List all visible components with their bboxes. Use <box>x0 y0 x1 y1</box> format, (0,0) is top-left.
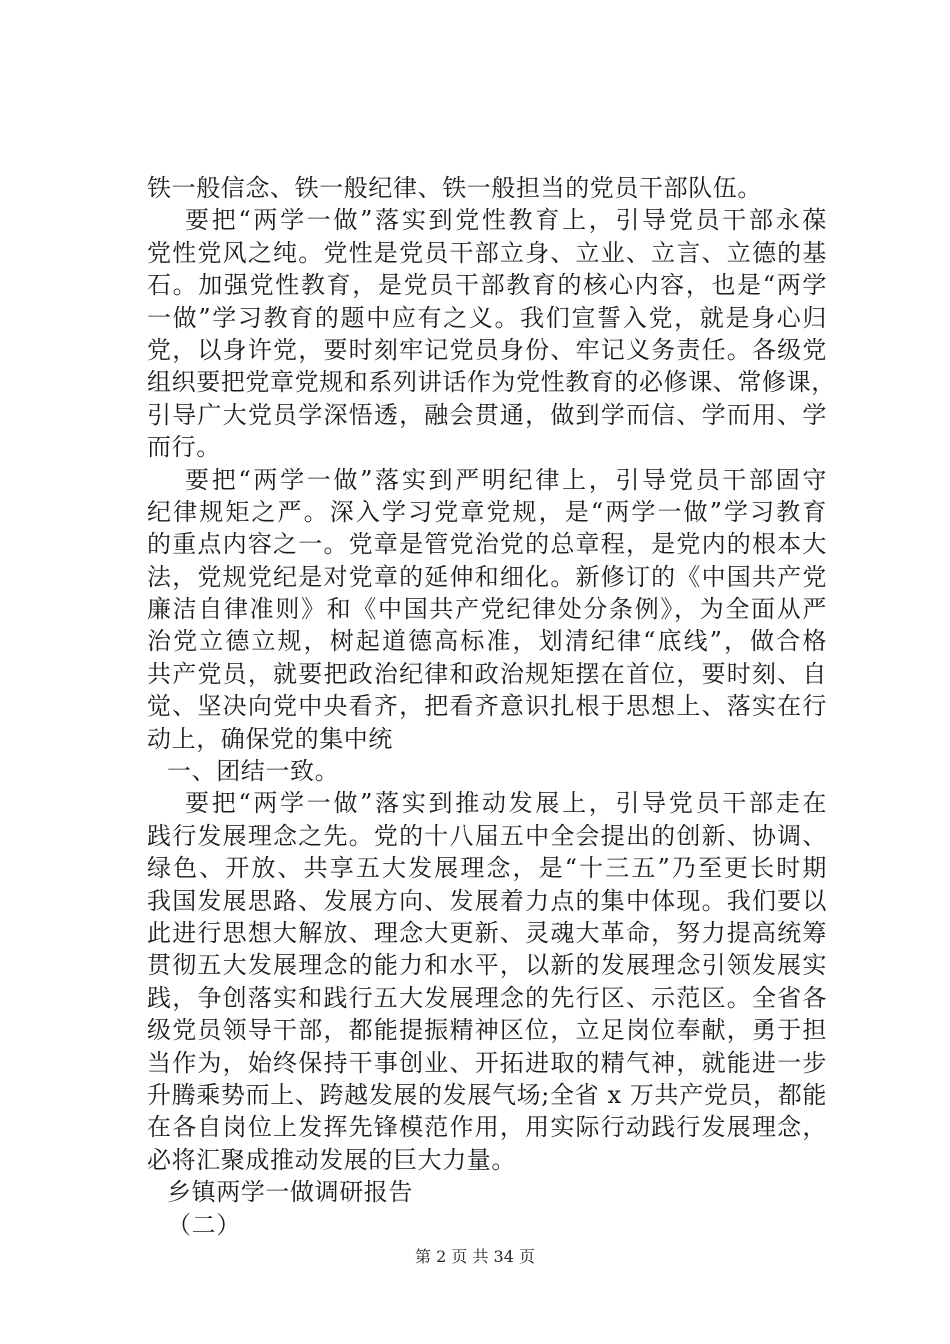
text-line: 我国发展思路、发展方向、发展着力点的集中体现。我们要以 <box>147 886 827 915</box>
text-line: 要把“两学一做”落实到严明纪律上，引导党员干部固守 <box>185 465 827 494</box>
text-line: 此进行思想大解放、理念大更新、灵魂大革命，努力提高统筹 <box>147 918 827 947</box>
text-line: 觉、坚决向党中央看齐，把看齐意识扎根于思想上、落实在行 <box>147 692 827 721</box>
text-line: 法，党规党纪是对党章的延伸和细化。新修订的《中国共产党 <box>147 562 827 591</box>
text-line: 党，以身许党，要时刻牢记党员身份、牢记义务责任。各级党 <box>147 335 827 364</box>
text-line: 铁一般信念、铁一般纪律、铁一般担当的党员干部队伍。 <box>147 174 762 202</box>
page-footer: 第 2 页 共 34 页 <box>415 1247 535 1266</box>
text-line: 一、团结一致。 <box>167 757 340 786</box>
text-line: 而行。 <box>147 433 221 462</box>
text-line: 乡镇两学一做调研报告 <box>167 1178 413 1207</box>
text-line: 践行发展理念之先。党的十八届五中全会提出的创新、协调、 <box>147 821 827 850</box>
text-line: 要把“两学一做”落实到推动发展上，引导党员干部走在 <box>185 789 827 818</box>
text-line: 贯彻五大发展理念的能力和水平，以新的发展理念引领发展实 <box>147 951 827 980</box>
text-line: 引导广大党员学深悟透，融会贯通，做到学而信、学而用、学 <box>147 400 827 429</box>
text-line: 级党员领导干部，都能提振精神区位，立足岗位奉献，勇于担 <box>147 1016 827 1045</box>
text-line: 石。加强党性教育，是党员干部教育的核心内容，也是“两学 <box>147 271 827 300</box>
text-line: 治党立德立规，树起道德高标准，划清纪律“底线”，做合格 <box>147 627 827 656</box>
text-line: 要把“两学一做”落实到党性教育上，引导党员干部永葆 <box>185 206 827 235</box>
text-line: 的重点内容之一。党章是管党治党的总章程，是党内的根本大 <box>147 530 827 559</box>
text-line: 党性党风之纯。党性是党员干部立身、立业、立言、立德的基 <box>147 238 827 267</box>
text-line: 廉洁自律准则》和《中国共产党纪律处分条例》，为全面从严 <box>147 595 827 624</box>
text-line: 必将汇聚成推动发展的巨大力量。 <box>147 1145 516 1174</box>
text-line: 当作为，始终保持干事创业、开拓进取的精气神，就能进一步 <box>147 1048 827 1077</box>
text-line: 共产党员，就要把政治纪律和政治规矩摆在首位，要时刻、自 <box>147 659 827 688</box>
text-line: 绿色、开放、共享五大发展理念，是“十三五”乃至更长时期 <box>147 854 827 883</box>
document-body <box>147 172 836 1241</box>
text-line: 践，争创落实和践行五大发展理念的先行区、示范区。全省各 <box>147 983 827 1012</box>
text-line: 在各自岗位上发挥先锋模范作用，用实际行动践行发展理念， <box>147 1113 827 1142</box>
text-line: 一做”学习教育的题中应有之义。我们宣誓入党，就是身心归 <box>147 303 827 332</box>
text-line: 组织要把党章党规和系列讲话作为党性教育的必修课、常修课， <box>147 368 836 397</box>
text-line: 纪律规矩之严。深入学习党章党规，是“两学一做”学习教育 <box>147 497 827 526</box>
text-line: 动上，确保党的集中统 <box>147 724 393 753</box>
text-line: 升腾乘势而上、跨越发展的发展气场;全省 x 万共产党员，都能 <box>147 1080 827 1109</box>
text-line: （二） <box>167 1210 241 1239</box>
